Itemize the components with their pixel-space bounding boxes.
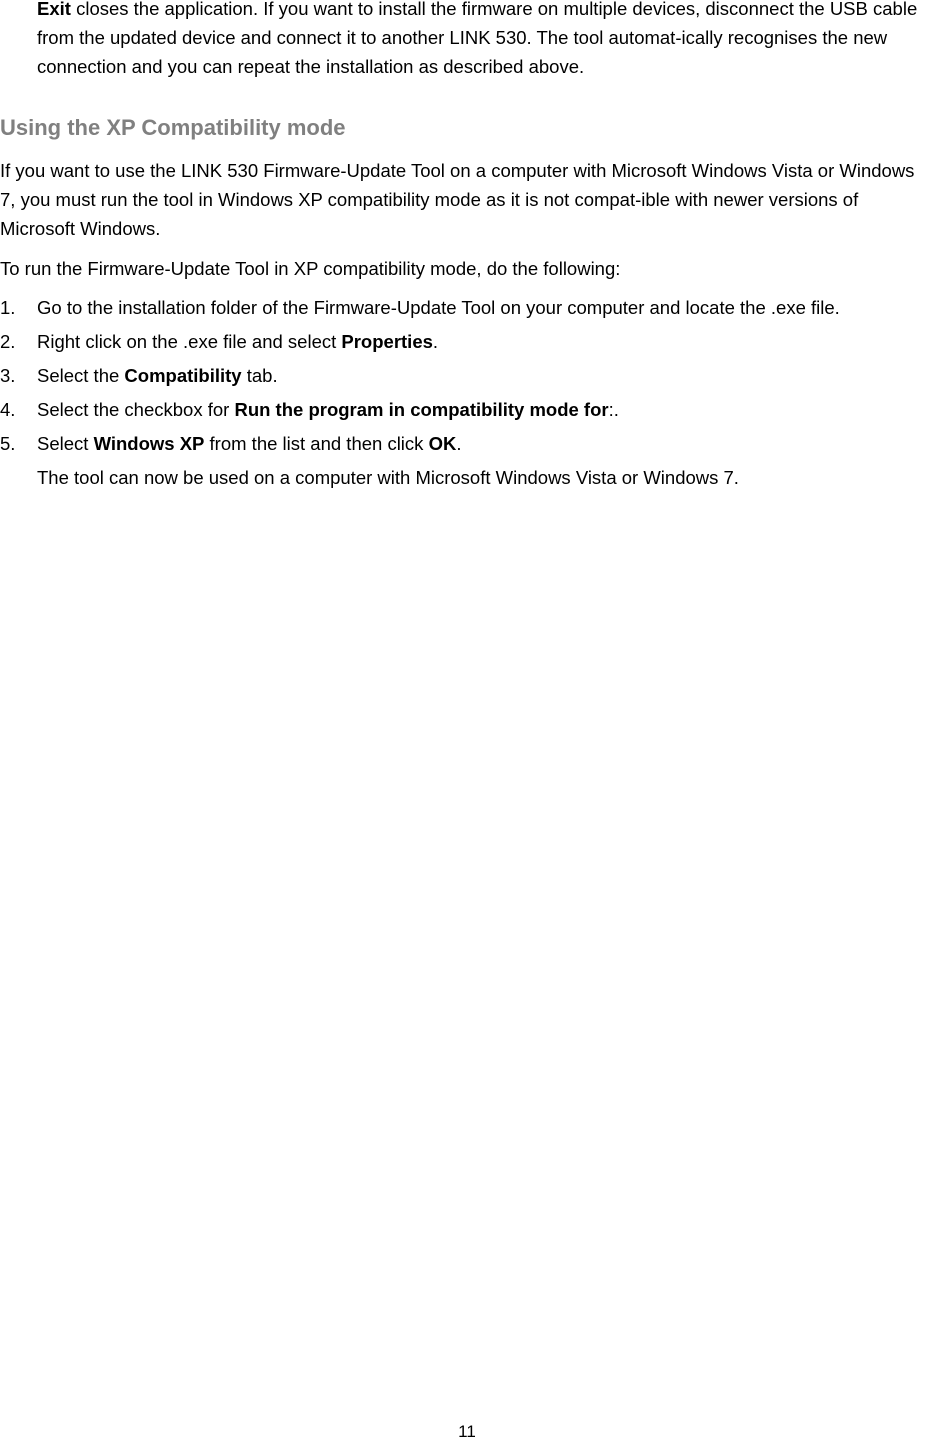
steps-list <box>0 293 934 492</box>
exit-term: Exit <box>37 0 71 19</box>
step-number: 4. <box>0 399 16 420</box>
step-term-run-compat: Run the program in compatibility mode for <box>234 399 609 420</box>
step-text-end: :. <box>608 399 619 420</box>
step-term-compatibility: Compatibility <box>124 365 242 386</box>
intro-paragraph <box>37 0 934 81</box>
step-text: Right click on the .exe file and select <box>37 331 342 352</box>
step-3 <box>0 361 934 390</box>
step-number: 2. <box>0 331 16 352</box>
step-text-end: . <box>432 331 439 352</box>
step-text-end: . <box>456 433 462 454</box>
step-2 <box>0 327 934 356</box>
step-term-properties: Properties <box>341 331 433 352</box>
page-number: 11 <box>458 1422 476 1441</box>
step-text: Select <box>37 433 94 454</box>
step-number: 3. <box>0 365 16 386</box>
step-text: Select the <box>37 365 125 386</box>
section-heading: Using the XP Compatibility mode <box>0 115 346 140</box>
step-text-end: tab. <box>241 365 278 386</box>
step-5 <box>0 429 934 458</box>
step-term-windows-xp: Windows XP <box>93 433 205 454</box>
compatibility-intro-paragraph: If you want to use the LINK 530 Firmware-Update Tool on a computer with Microsoft Windows Vista or Windows 7, you must run the tool in Windows XP compatibility mode as it is not compat-ible with newer versions of Microsoft Windows. <box>0 160 915 239</box>
result-note: The tool can now be used on a computer with Microsoft Windows Vista or Windows 7. <box>37 467 739 488</box>
step-4 <box>0 395 934 424</box>
step-number: 1. <box>0 297 16 318</box>
step-text: Select the checkbox for <box>37 399 235 420</box>
step-number: 5. <box>0 433 16 454</box>
instructions-lead-paragraph: To run the Firmware-Update Tool in XP compatibility mode, do the following: <box>0 258 621 279</box>
step-text-middle: from the list and then click <box>204 433 429 454</box>
exit-description: closes the application. If you want to install the firmware on multiple devices, disconnect the USB cable from the updated device and connect it to another LINK 530. The tool automat-ically recognises the new connection and you can repeat the installation as described above. <box>37 0 918 77</box>
step-term-ok: OK <box>428 433 457 454</box>
step-text: Go to the installation folder of the Firmware-Update Tool on your computer and locate the .exe file. <box>37 297 840 318</box>
step-1 <box>0 293 934 322</box>
